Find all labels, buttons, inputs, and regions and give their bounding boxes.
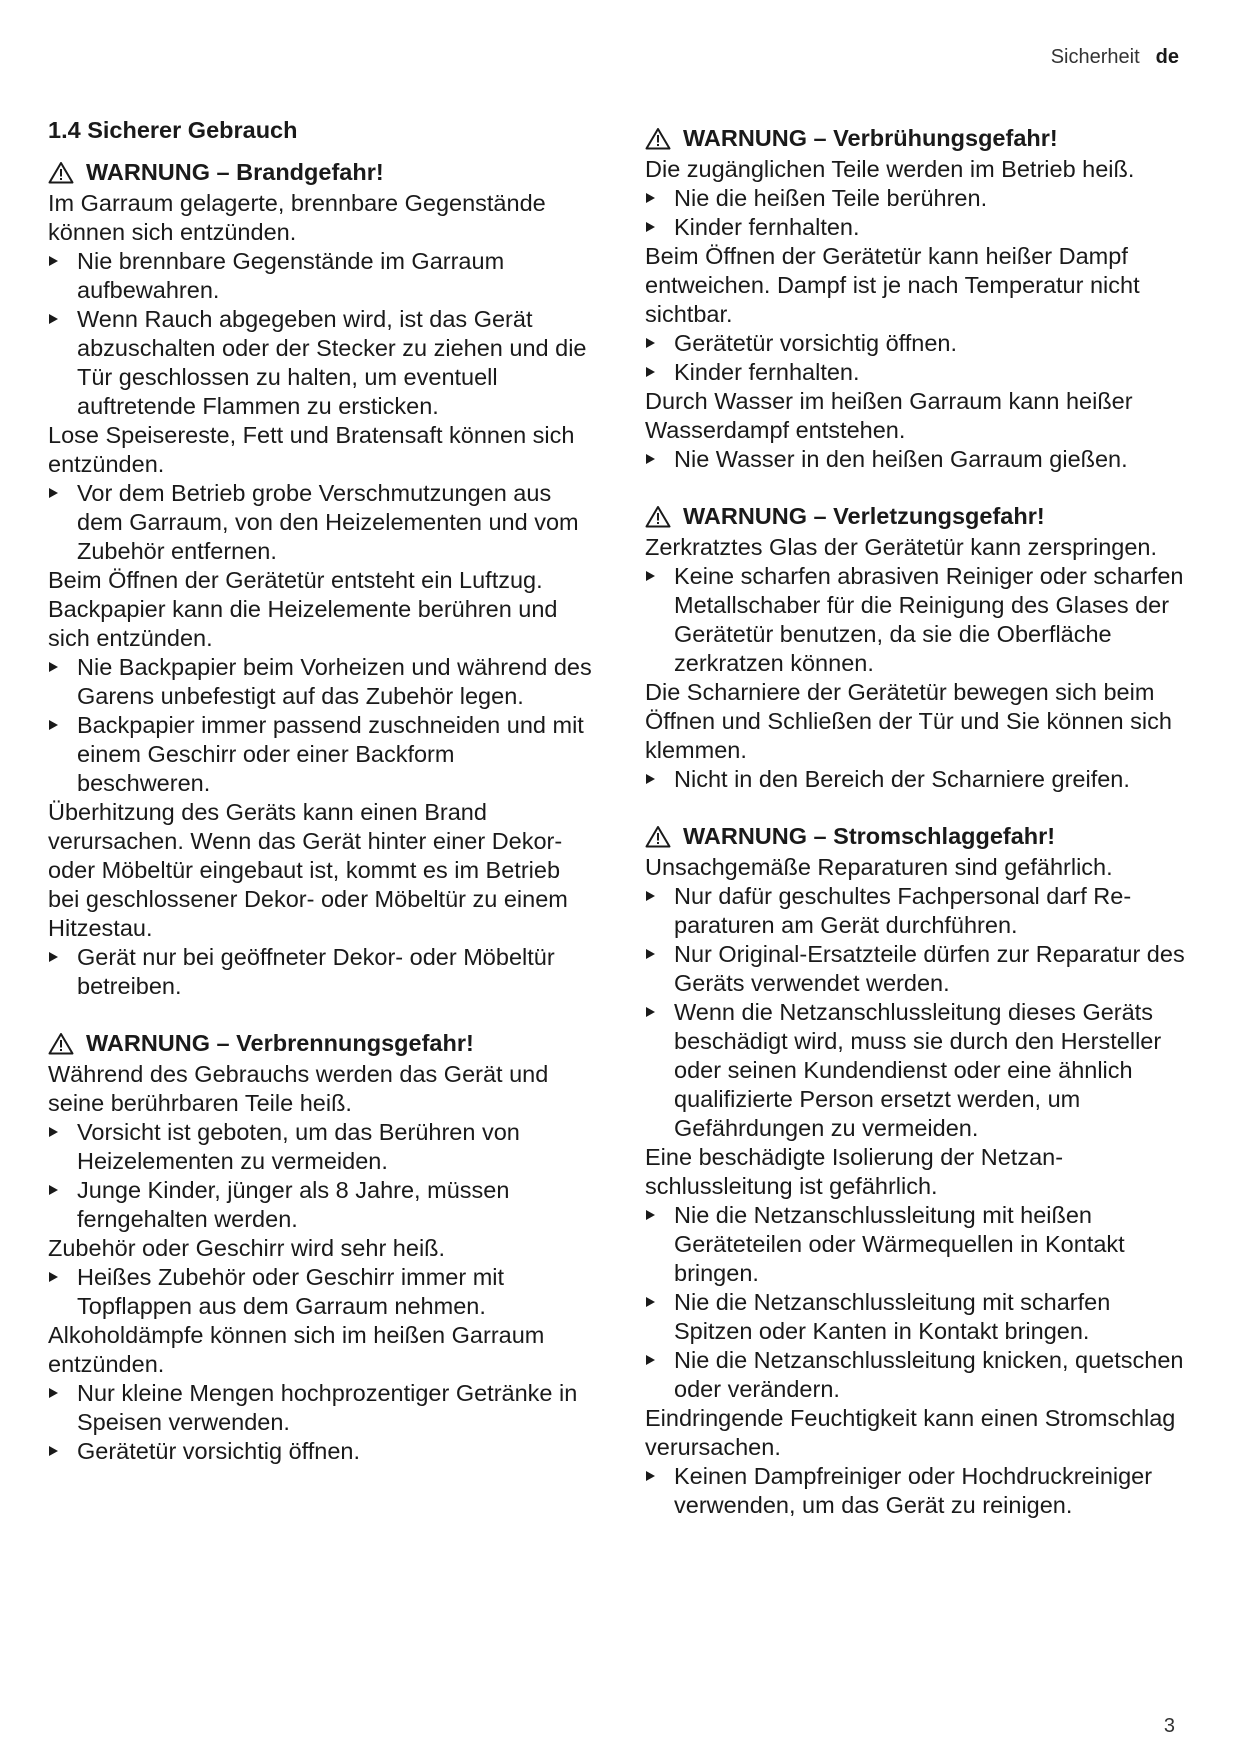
arrow-bullet-icon [49,1388,58,1398]
instruction-item [48,305,593,421]
warning-title: WARNUNG – Verbrühungsgefahr! [683,125,1058,151]
hazard-text: Im Garraum gelagerte, brennbare Gegenstände können sich entzünden. [48,190,546,245]
warning-triangle-icon [645,505,671,528]
header-section: Sicherheit [1050,46,1140,68]
arrow-bullet-icon [646,891,655,901]
arrow-bullet-icon [49,1272,58,1282]
arrow-bullet-icon [646,949,655,959]
arrow-bullet-icon [646,774,655,784]
hazard-text: Alkoholdämpfe können sich im heißen Garraum entzünden. [48,1322,545,1377]
instruction-item [48,1263,593,1321]
warning-heading [48,158,593,187]
warning-block [645,822,1190,1520]
arrow-bullet-icon [646,193,655,203]
arrow-bullet-icon [49,662,58,672]
arrow-bullet-icon [49,256,58,266]
instruction-text: Vorsicht ist geboten, um das Berühren von Heizelementen zu vermeiden. [77,1119,520,1174]
arrow-bullet-icon [646,367,655,377]
hazard-text: Beim Öffnen der Gerätetür kann heißer Dampf entweichen. Dampf ist je nach Temperatur nicht sichtbar. [645,243,1140,327]
hazard-text: Die Scharniere der Gerätetür bewegen sich beim Öffnen und Schließen der Tür und Sie können sich klemmen. [645,679,1172,763]
instruction-item [48,1118,593,1176]
instruction-item [48,1379,593,1437]
warning-title: WARNUNG – Verbrennungsgefahr! [86,1030,474,1056]
hazard-text: Die zugänglichen Teile werden im Betrieb heiß. [645,156,1135,182]
arrow-bullet-icon [646,1007,655,1017]
right-column [645,124,1190,1548]
arrow-bullet-icon [49,314,58,324]
left-warning-blocks [48,158,593,1466]
right-warning-blocks [645,124,1190,1520]
arrow-bullet-icon [646,1355,655,1365]
instruction-item [645,562,1190,678]
arrow-bullet-icon [646,338,655,348]
warning-heading [48,1029,593,1058]
warning-block [48,1029,593,1466]
instruction-text: Junge Kinder, jünger als 8 Jahre, müssen ferngehalten werden. [77,1177,510,1232]
instruction-item [645,213,1190,242]
instruction-item [645,184,1190,213]
hazard-text: Durch Wasser im heißen Garraum kann heißer Wasserdampf entstehen. [645,388,1133,443]
instruction-text: Keinen Dampfreiniger oder Hochdruckreiniger verwenden, um das Gerät zu reinigen. [674,1463,1153,1518]
instruction-item [645,358,1190,387]
instruction-text: Nie die Netzanschlussleitung mit heißen Geräteteilen oder Wärmequellen in Kontakt bringen. [674,1202,1125,1286]
warning-block [48,158,593,1001]
instruction-text: Heißes Zubehör oder Geschirr immer mit Topflappen aus dem Garraum nehmen. [77,1264,505,1319]
section-title: 1.4 Sicherer Gebrauch [48,117,298,143]
arrow-bullet-icon [49,488,58,498]
instruction-text: Backpapier immer passend zuschneiden und mit einem Geschirr oder einer Backform beschweren. [77,712,584,796]
instruction-text: Nie die Netzanschlussleitung knicken, quetschen oder verändern. [674,1347,1184,1402]
hazard-text: Zubehör oder Geschirr wird sehr heiß. [48,1235,446,1261]
instruction-item [645,1288,1190,1346]
instruction-item [48,1437,593,1466]
instruction-item [645,1462,1190,1520]
instruction-text: Gerät nur bei geöffneter Dekor- oder Möbeltür betreiben. [77,944,555,999]
instruction-item [645,765,1190,794]
instruction-text: Kinder fernhalten. [674,359,860,385]
hazard-text: Während des Gebrauchs werden das Gerät und seine berührbaren Teile heiß. [48,1061,549,1116]
instruction-item [48,247,593,305]
arrow-bullet-icon [49,1185,58,1195]
warning-triangle-icon [48,161,74,184]
instruction-item [645,1346,1190,1404]
warning-heading [645,124,1190,153]
instruction-item [48,653,593,711]
hazard-text: Unsachgemäße Reparaturen sind gefährlich. [645,854,1113,880]
instruction-text: Nie Backpapier beim Vorheizen und während des Garens unbefestigt auf das Zubehör legen. [77,654,592,709]
arrow-bullet-icon [49,1127,58,1137]
instruction-item [645,329,1190,358]
warning-title: WARNUNG – Stromschlaggefahr! [683,823,1056,849]
warning-triangle-icon [645,825,671,848]
instruction-item [48,711,593,798]
instruction-text: Nur Original-Ersatzteile dürfen zur Reparatur des Geräts verwendet werden. [674,941,1185,996]
warning-triangle-icon [645,127,671,150]
instruction-item [645,1201,1190,1288]
hazard-text: Überhitzung des Geräts kann einen Brand verursachen. Wenn das Gerät hinter einer Dekor- oder Möbeltür eingebaut ist, kommt es im Betrieb bei geschlossener Dekor- oder Möbeltür zu einem Hitzestau. [48,799,568,941]
instruction-text: Nur dafür geschultes Fachpersonal darf Reparaturen am Gerät durchführen. [674,883,1132,938]
warning-triangle-icon [48,1032,74,1055]
warning-block [645,502,1190,794]
instruction-item [645,940,1190,998]
instruction-text: Kinder fernhalten. [674,214,860,240]
instruction-text: Gerätetür vorsichtig öffnen. [674,330,958,356]
arrow-bullet-icon [646,1297,655,1307]
instruction-item [48,479,593,566]
arrow-bullet-icon [646,1471,655,1481]
arrow-bullet-icon [646,571,655,581]
instruction-text: Nur kleine Mengen hochprozentiger Getränke in Speisen verwenden. [77,1380,578,1435]
hazard-text: Lose Speisereste, Fett und Bratensaft können sich entzünden. [48,422,575,477]
page-header [1051,46,1179,69]
instruction-text: Nie Wasser in den heißen Garraum gießen. [674,446,1128,472]
warning-heading [645,502,1190,531]
hazard-text: Eindringende Feuchtigkeit kann einen Stromschlag verursachen. [645,1405,1176,1460]
instruction-item [48,943,593,1001]
instruction-text: Wenn die Netzanschlussleitung dieses Geräts beschädigt wird, muss sie durch den Hersteller oder seinen Kundendienst oder eine ähnlich qualifizierte Person ersetzt werden, um Gefährdungen zu vermeiden. [674,999,1162,1141]
arrow-bullet-icon [49,952,58,962]
warning-heading [645,822,1190,851]
hazard-text: Beim Öffnen der Gerätetür entsteht ein Luftzug. Backpapier kann die Heizelemente berühren und sich entzünden. [48,567,558,651]
instruction-item [645,998,1190,1143]
hazard-text: Zerkratztes Glas der Gerätetür kann zerspringen. [645,534,1157,560]
instruction-text: Nicht in den Bereich der Scharniere greifen. [674,766,1130,792]
instruction-text: Keine scharfen abrasiven Reiniger oder scharfen Metallschaber für die Reinigung des Glases der Gerätetür benutzen, da sie die Oberfläche zerkratzen können. [674,563,1184,676]
arrow-bullet-icon [49,1446,58,1456]
instruction-text: Wenn Rauch abgegeben wird, ist das Gerät abzuschalten oder der Stecker zu ziehen und die Tür geschlossen zu halten, um eventuell auftretende Flammen zu ersticken. [77,306,587,419]
instruction-item [645,882,1190,940]
instruction-text: Nie die Netzanschlussleitung mit scharfen Spitzen oder Kanten in Kontakt bringen. [674,1289,1111,1344]
instruction-text: Nie brennbare Gegenstände im Garraum aufbewahren. [77,248,505,303]
instruction-text: Nie die heißen Teile berühren. [674,185,988,211]
instruction-text: Gerätetür vorsichtig öffnen. [77,1438,361,1464]
left-column [48,112,593,1494]
header-language: de [1155,46,1179,68]
arrow-bullet-icon [646,454,655,464]
instruction-item [48,1176,593,1234]
warning-title: WARNUNG – Brandgefahr! [86,159,384,185]
page-number: 3 [1163,1715,1175,1737]
warning-title: WARNUNG – Verletzungsgefahr! [683,503,1045,529]
arrow-bullet-icon [646,1210,655,1220]
arrow-bullet-icon [49,720,58,730]
arrow-bullet-icon [646,222,655,232]
hazard-text: Eine beschädigte Isolierung der Netzanschlussleitung ist gefährlich. [645,1144,1064,1199]
warning-block [645,124,1190,474]
instruction-item [645,445,1190,474]
instruction-text: Vor dem Betrieb grobe Verschmutzungen aus dem Garraum, von den Heizelementen und vom Zubehör entfernen. [77,480,579,564]
